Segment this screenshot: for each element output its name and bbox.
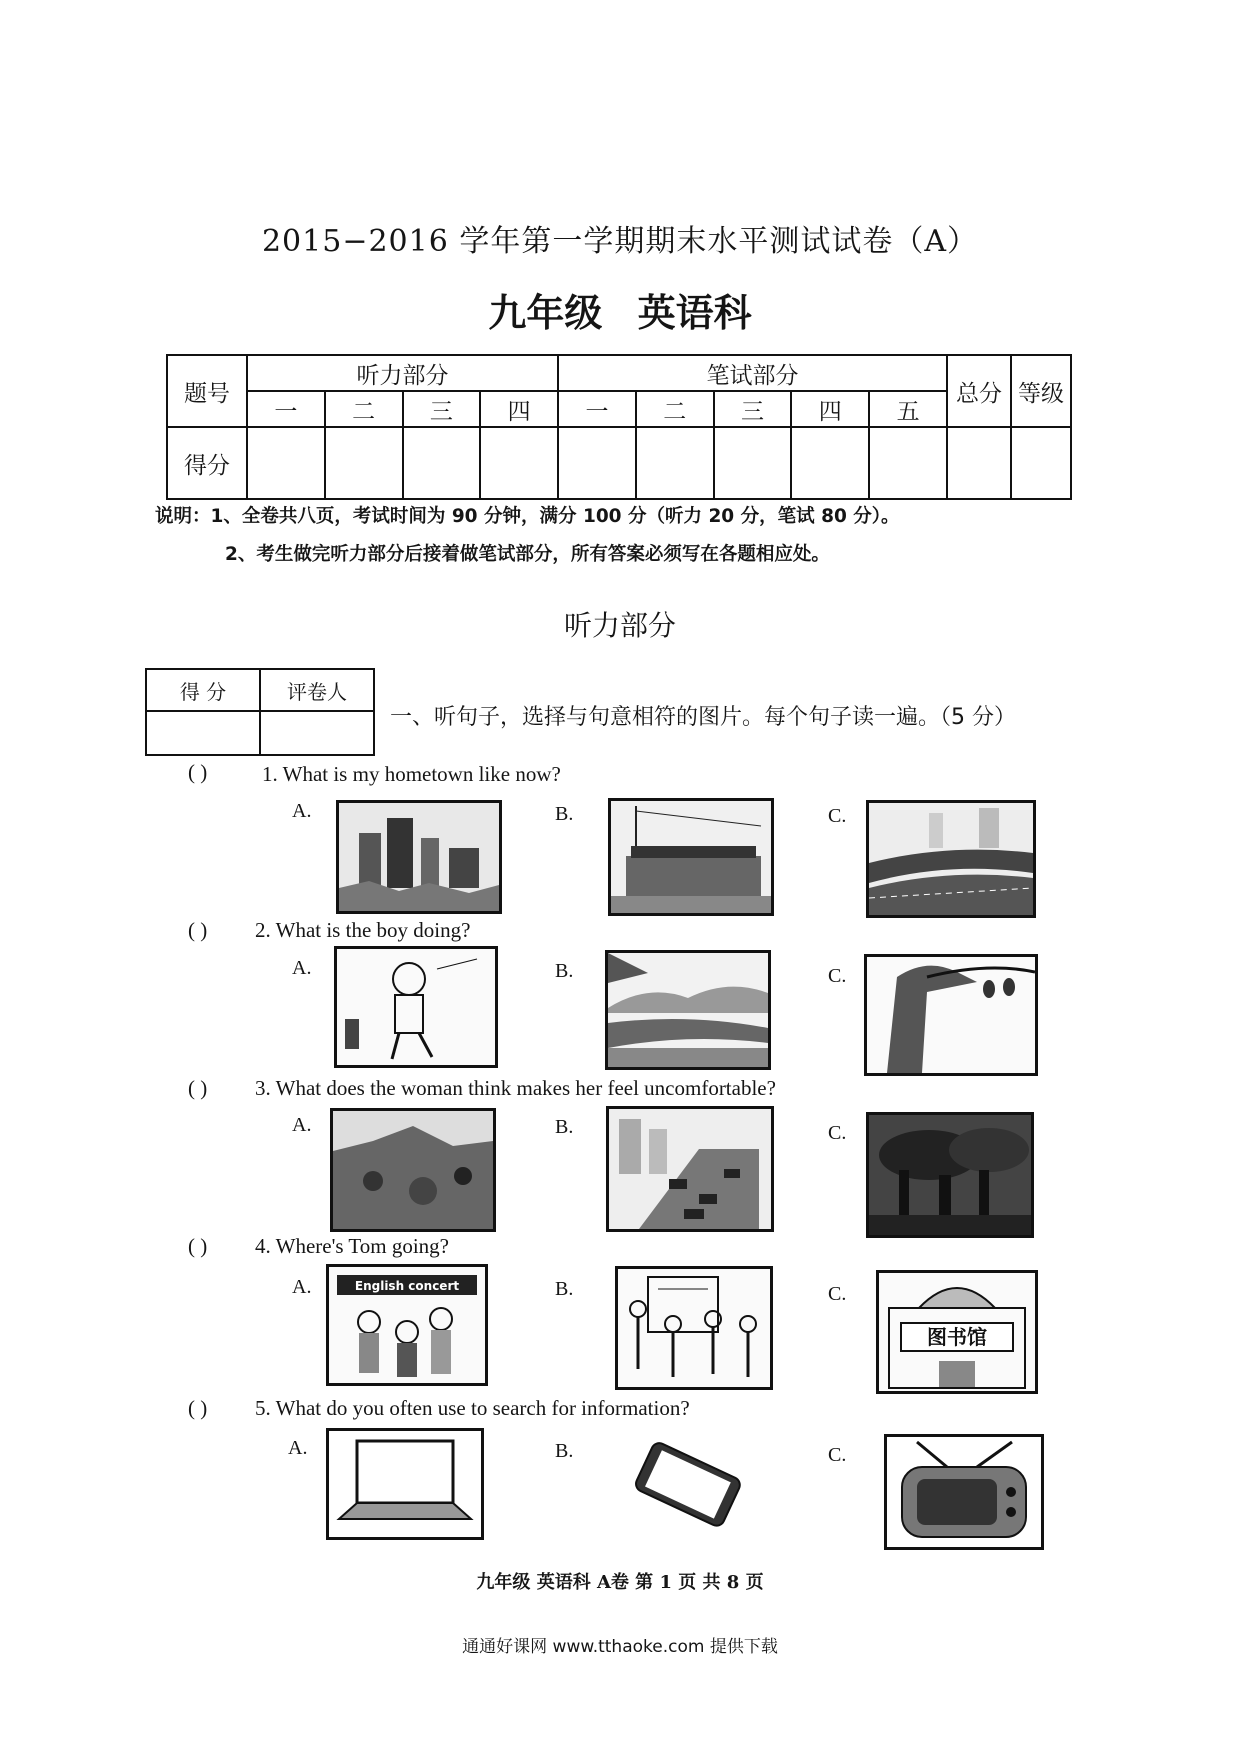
- concert-picture[interactable]: [326, 1264, 488, 1386]
- score-label: 得 分: [146, 669, 260, 711]
- question-text: 1. What is my hometown like now?: [262, 762, 561, 786]
- grade-header: 等级: [1011, 355, 1071, 427]
- option-label: A.: [292, 800, 312, 822]
- option-label: C.: [828, 1122, 847, 1144]
- question-text: 4. Where's Tom going?: [255, 1234, 450, 1258]
- score-cell[interactable]: [947, 427, 1011, 499]
- option-label: A.: [292, 957, 312, 979]
- part1-instruction: 一、听句子，选择与句意相符的图片。每个句子读一遍。（5 分）: [390, 705, 1016, 730]
- village-picture[interactable]: [608, 798, 774, 916]
- option-label: B.: [555, 960, 574, 982]
- score-cell[interactable]: [791, 427, 869, 499]
- row-label-score: 得分: [167, 427, 247, 499]
- score-cell[interactable]: [558, 427, 636, 499]
- question-text: 5. What do you often use to search for information?: [255, 1396, 690, 1420]
- note-line-2: 2、考生做完听力部分后接着做笔试部分，所有答案必须写在各题相应处。: [225, 544, 830, 565]
- option-label: A.: [292, 1276, 312, 1298]
- writing-part: 四: [791, 391, 869, 427]
- section-title: 听力部分: [563, 609, 676, 642]
- factory-smoke-picture[interactable]: [866, 1112, 1034, 1238]
- traffic-jam-picture[interactable]: [606, 1106, 774, 1232]
- writing-part: 三: [714, 391, 792, 427]
- page-footer: 九年级 英语科 A卷 第 1 页 共 8 页: [476, 1572, 764, 1593]
- concert-banner-text: English concert: [354, 1279, 460, 1293]
- score-cell[interactable]: [325, 427, 403, 499]
- option-label: B.: [555, 803, 574, 825]
- garbage-dump-picture[interactable]: [330, 1108, 496, 1232]
- laptop-picture[interactable]: [326, 1428, 484, 1540]
- option-label: C.: [828, 1444, 847, 1466]
- score-cell[interactable]: [869, 427, 947, 499]
- listening-header: 听力部分: [247, 355, 558, 391]
- exam-subtitle: 九年级 英语科: [488, 290, 752, 335]
- answer-blank[interactable]: ( ): [188, 760, 208, 784]
- writing-part: 二: [636, 391, 714, 427]
- listening-part: 三: [403, 391, 481, 427]
- boy-picking-litter-picture[interactable]: [334, 946, 498, 1068]
- listening-part: 四: [480, 391, 558, 427]
- listening-part: 一: [247, 391, 325, 427]
- listening-part: 二: [325, 391, 403, 427]
- television-picture[interactable]: [884, 1434, 1044, 1550]
- score-cell[interactable]: [636, 427, 714, 499]
- answer-blank[interactable]: ( ): [188, 1234, 208, 1258]
- grader-box: [145, 668, 375, 756]
- option-label: A.: [288, 1437, 308, 1459]
- option-label: B.: [555, 1440, 574, 1462]
- note-line-1: 说明：1、全卷共八页，考试时间为 90 分钟，满分 100 分（听力 20 分，笔试 80 分）。: [155, 506, 900, 527]
- library-sign-text: 图书馆: [927, 1325, 987, 1349]
- writing-part: 五: [869, 391, 947, 427]
- writing-part: 一: [558, 391, 636, 427]
- ruined-town-picture[interactable]: [336, 800, 502, 914]
- question-text: 2. What is the boy doing?: [255, 918, 471, 942]
- score-cell[interactable]: [714, 427, 792, 499]
- option-label: C.: [828, 965, 847, 987]
- score-cell[interactable]: [247, 427, 325, 499]
- score-entry-cell[interactable]: [146, 711, 260, 755]
- row-label-number: 题号: [167, 355, 247, 427]
- option-label: A.: [292, 1114, 312, 1136]
- score-cell[interactable]: [1011, 427, 1071, 499]
- river-landscape-picture[interactable]: [605, 950, 771, 1070]
- download-line: 通通好课网 www.tthaoke.com 提供下载: [462, 1637, 778, 1657]
- total-header: 总分: [947, 355, 1011, 427]
- smartphone-picture[interactable]: [610, 1436, 764, 1532]
- grader-entry-cell[interactable]: [260, 711, 374, 755]
- highway-picture[interactable]: [866, 800, 1036, 918]
- score-cell[interactable]: [403, 427, 481, 499]
- option-label: C.: [828, 1283, 847, 1305]
- writing-header: 笔试部分: [558, 355, 947, 391]
- answer-blank[interactable]: ( ): [188, 918, 208, 942]
- question-text: 3. What does the woman think makes her feel uncomfortable?: [255, 1076, 776, 1100]
- people-at-sign-picture[interactable]: [615, 1266, 773, 1390]
- library-picture[interactable]: [876, 1270, 1038, 1394]
- score-table: [166, 354, 1072, 500]
- option-label: C.: [828, 805, 847, 827]
- answer-blank[interactable]: ( ): [188, 1076, 208, 1100]
- grader-label: 评卷人: [260, 669, 374, 711]
- answer-blank[interactable]: ( ): [188, 1396, 208, 1420]
- score-cell[interactable]: [480, 427, 558, 499]
- option-label: B.: [555, 1278, 574, 1300]
- tree-picture[interactable]: [864, 954, 1038, 1076]
- option-label: B.: [555, 1116, 574, 1138]
- exam-title: 2015−2016 学年第一学期期末水平测试试卷（A）: [261, 224, 979, 259]
